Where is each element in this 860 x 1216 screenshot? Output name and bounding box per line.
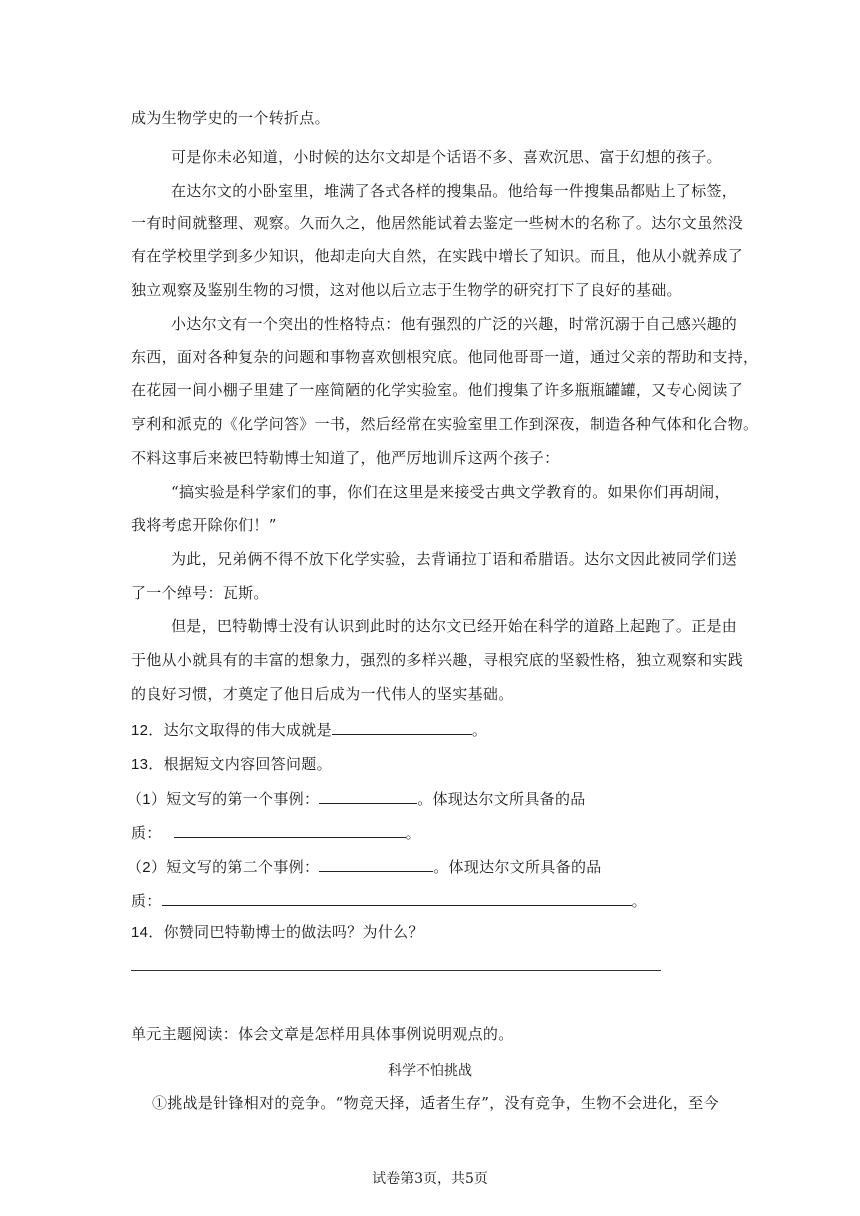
passage-line: 东西，面对各种复杂的问题和事物喜欢刨根究底。他同他哥哥一道，通过父亲的帮助和支持，	[131, 348, 759, 366]
answer-blank-13-2-quality[interactable]	[162, 891, 632, 906]
question-13-2-quality-suffix: 。	[631, 893, 647, 910]
page-footer: 试卷第3页，共5页	[372, 1171, 488, 1187]
passage-line: 的良好习惯，才奠定了他日后成为一代伟人的坚实基础。	[131, 685, 514, 703]
question-12-suffix: 。	[471, 722, 488, 739]
question-13-1-quality-label: 质：	[131, 825, 162, 842]
passage-line: “搞实验是科学家们的事，你们在这里是来接受古典文学教育的。如果你们再胡闹，	[171, 483, 730, 501]
answer-line-14[interactable]	[131, 970, 661, 971]
question-13-2-text: （2）短文写的第二个事例：	[127, 859, 320, 876]
answer-blank-13-1-example[interactable]	[319, 789, 417, 804]
question-13-2-quality	[131, 891, 647, 912]
question-13-1-quality	[131, 823, 421, 844]
passage-line: 于他从小就具有的丰富的想象力，强烈的多样兴趣，寻根究底的坚毅性格，独立观察和实践	[131, 651, 744, 669]
question-14-text: 14．你赞同巴特勒博士的做法吗？为什么？	[131, 924, 424, 941]
passage-line: 但是，巴特勒博士没有认识到此时的达尔文已经开始在科学的道路上起跑了。正是由	[171, 617, 738, 635]
question-13-1-text: （1）短文写的第一个事例：	[127, 791, 320, 808]
passage-line: 可是你未必知道，小时候的达尔文却是个话语不多、喜欢沉思、富于幻想的孩子。	[171, 148, 722, 166]
question-13-1-text-b: 。体现达尔文所具备的品	[417, 791, 586, 808]
passage-line: 亨利和派克的《化学问答》一书，然后经常在实验室里工作到深夜，制造各种气体和化合物。	[131, 415, 759, 433]
passage-line: 在花园一间小棚子里建了一座简陋的化学实验室。他们搜集了许多瓶瓶罐罐，又专心阅读了	[131, 381, 744, 399]
passage-line: 在达尔文的小卧室里，堆满了各式各样的搜集品。他给每一件搜集品都贴上了标签，	[171, 182, 738, 200]
question-13-1-quality-suffix: 。	[405, 825, 421, 842]
passage-line: 为此，兄弟俩不得不放下化学实验，去背诵拉丁语和希腊语。达尔文因此被同学们送	[171, 550, 738, 568]
passage-line: 我将考虑开除你们！”	[131, 516, 277, 534]
passage-line: 一有时间就整理、观察。久而久之，他居然能试着去鉴定一些树木的名称了。达尔文虽然没	[131, 214, 744, 232]
answer-blank-13-1-quality[interactable]	[174, 823, 406, 838]
question-12-text: 12．达尔文取得的伟大成就是	[131, 722, 332, 739]
answer-blank-12[interactable]	[332, 720, 472, 735]
question-13-1	[127, 789, 586, 810]
passage-line: 不料这事后来被巴特勒博士知道了，他严厉地训斥这两个孩子：	[131, 449, 560, 467]
unit-intro: 单元主题阅读：体会文章是怎样用具体事例说明观点的。	[131, 1026, 514, 1043]
passage-line: 小达尔文有一个突出的性格特点：他有强烈的广泛的兴趣，时常沉溺于自己感兴趣的	[171, 315, 738, 333]
passage-line: 有在学校里学到多少知识，他却走向大自然，在实践中增长了知识。而且，他从小就养成了	[131, 247, 744, 265]
article-line: ①挑战是针锋相对的竞争。“物竞天择，适者生存”，没有竞争，生物不会进化，至今	[152, 1094, 719, 1112]
question-12	[131, 720, 487, 741]
question-13-text: 13．根据短文内容回答问题。	[131, 756, 332, 773]
passage-line: 了一个绰号：瓦斯。	[131, 584, 269, 602]
answer-blank-13-2-example[interactable]	[319, 857, 433, 872]
passage-line: 成为生物学史的一个转折点。	[131, 109, 330, 127]
passage-line: 独立观察及鉴别生物的习惯，这对他以后立志于生物学的研究打下了良好的基础。	[131, 281, 682, 299]
question-13-2	[127, 857, 602, 878]
question-13-2-text-b: 。体现达尔文所具备的品	[433, 859, 602, 876]
question-13-2-quality-label: 质：	[131, 893, 162, 910]
article-title: 科学不怕挑战	[388, 1063, 472, 1079]
